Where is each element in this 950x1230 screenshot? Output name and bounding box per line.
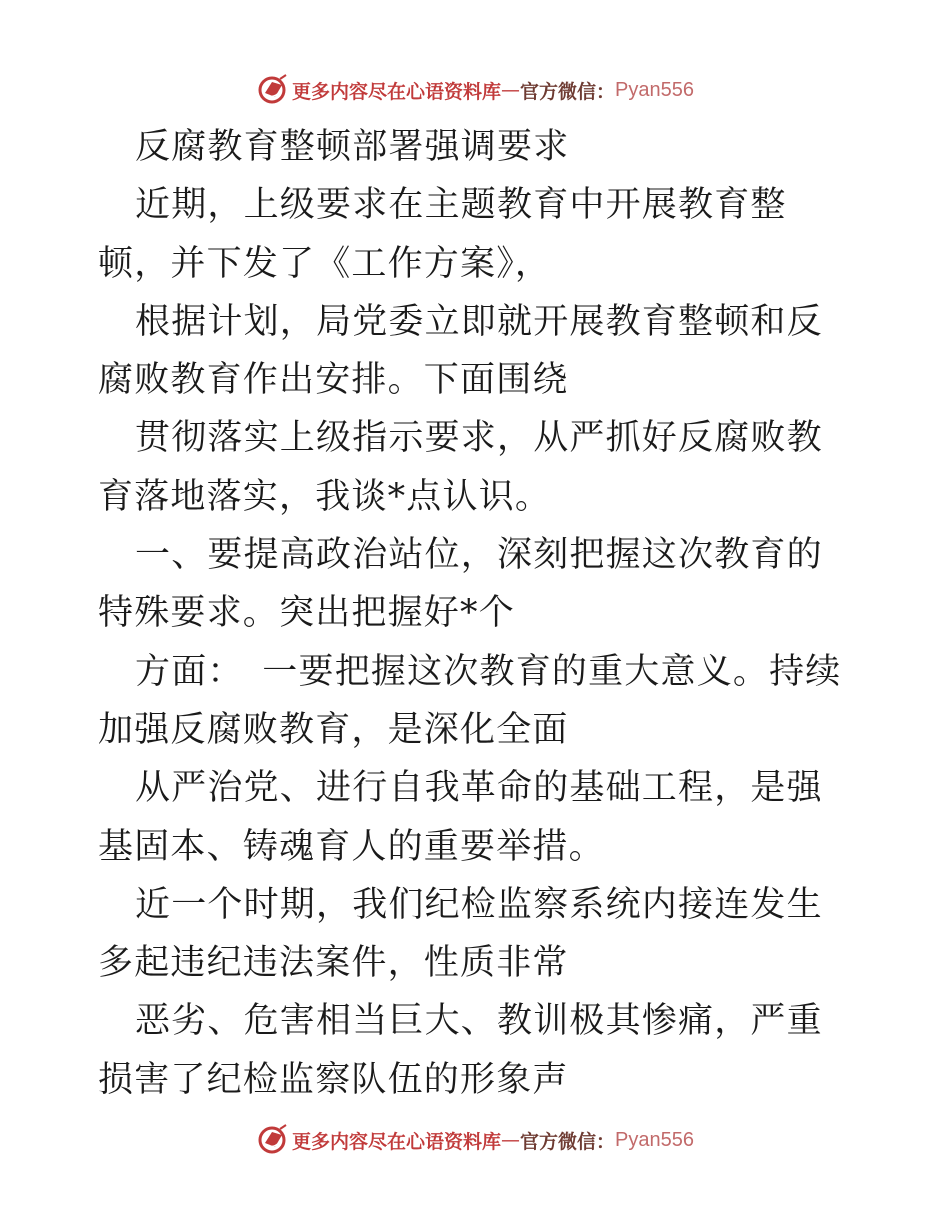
footer-watermark — [0, 1120, 950, 1160]
header-watermark — [0, 70, 950, 110]
paragraph: 方面： 一要把握这次教育的重大意义。持续加强反腐败教育，是深化全面 — [98, 651, 842, 750]
paragraph: 根据计划，局党委立即就开展教育整顿和反腐败教育作出安排。下面围绕 — [98, 301, 823, 401]
book-seal-icon — [256, 73, 290, 107]
watermark-dash: — — [501, 1129, 521, 1151]
paragraph: 一、要提高政治站位，深刻把握这次教育的特殊要求。突出把握好*个 — [98, 535, 823, 634]
paragraph: 近一个时期，我们纪检监察系统内接连发生多起违纪违法案件，性质非常 — [98, 884, 823, 984]
paragraph: 贯彻落实上级指示要求，从严抓好反腐败教育落地落实，我谈*点认识。 — [98, 418, 823, 517]
watermark-wechat-handle: Pyan556 — [615, 78, 694, 101]
watermark-wechat-label: 官方微信： — [520, 1130, 616, 1153]
paragraph: 近期，上级要求在主题教育中开展教育整顿，并下发了《工作方案》， — [98, 185, 787, 284]
watermark-site-name: 更多内容尽在心语资料库 — [292, 1130, 502, 1153]
watermark-site-name: 更多内容尽在心语资料库 — [292, 80, 502, 103]
document-title: 反腐教育整顿部署强调要求 — [135, 127, 570, 167]
document-body — [98, 118, 858, 1109]
book-seal-icon — [256, 1123, 290, 1157]
watermark-dash: — — [501, 79, 521, 101]
watermark-wechat-label: 官方微信： — [520, 80, 616, 103]
watermark-wechat-handle: Pyan556 — [615, 1128, 694, 1151]
paragraph: 从严治党、进行自我革命的基础工程，是强基固本、铸魂育人的重要举措。 — [98, 768, 823, 867]
paragraph: 恶劣、危害相当巨大、教训极其惨痛，严重损害了纪检监察队伍的形象声 — [98, 1001, 823, 1100]
